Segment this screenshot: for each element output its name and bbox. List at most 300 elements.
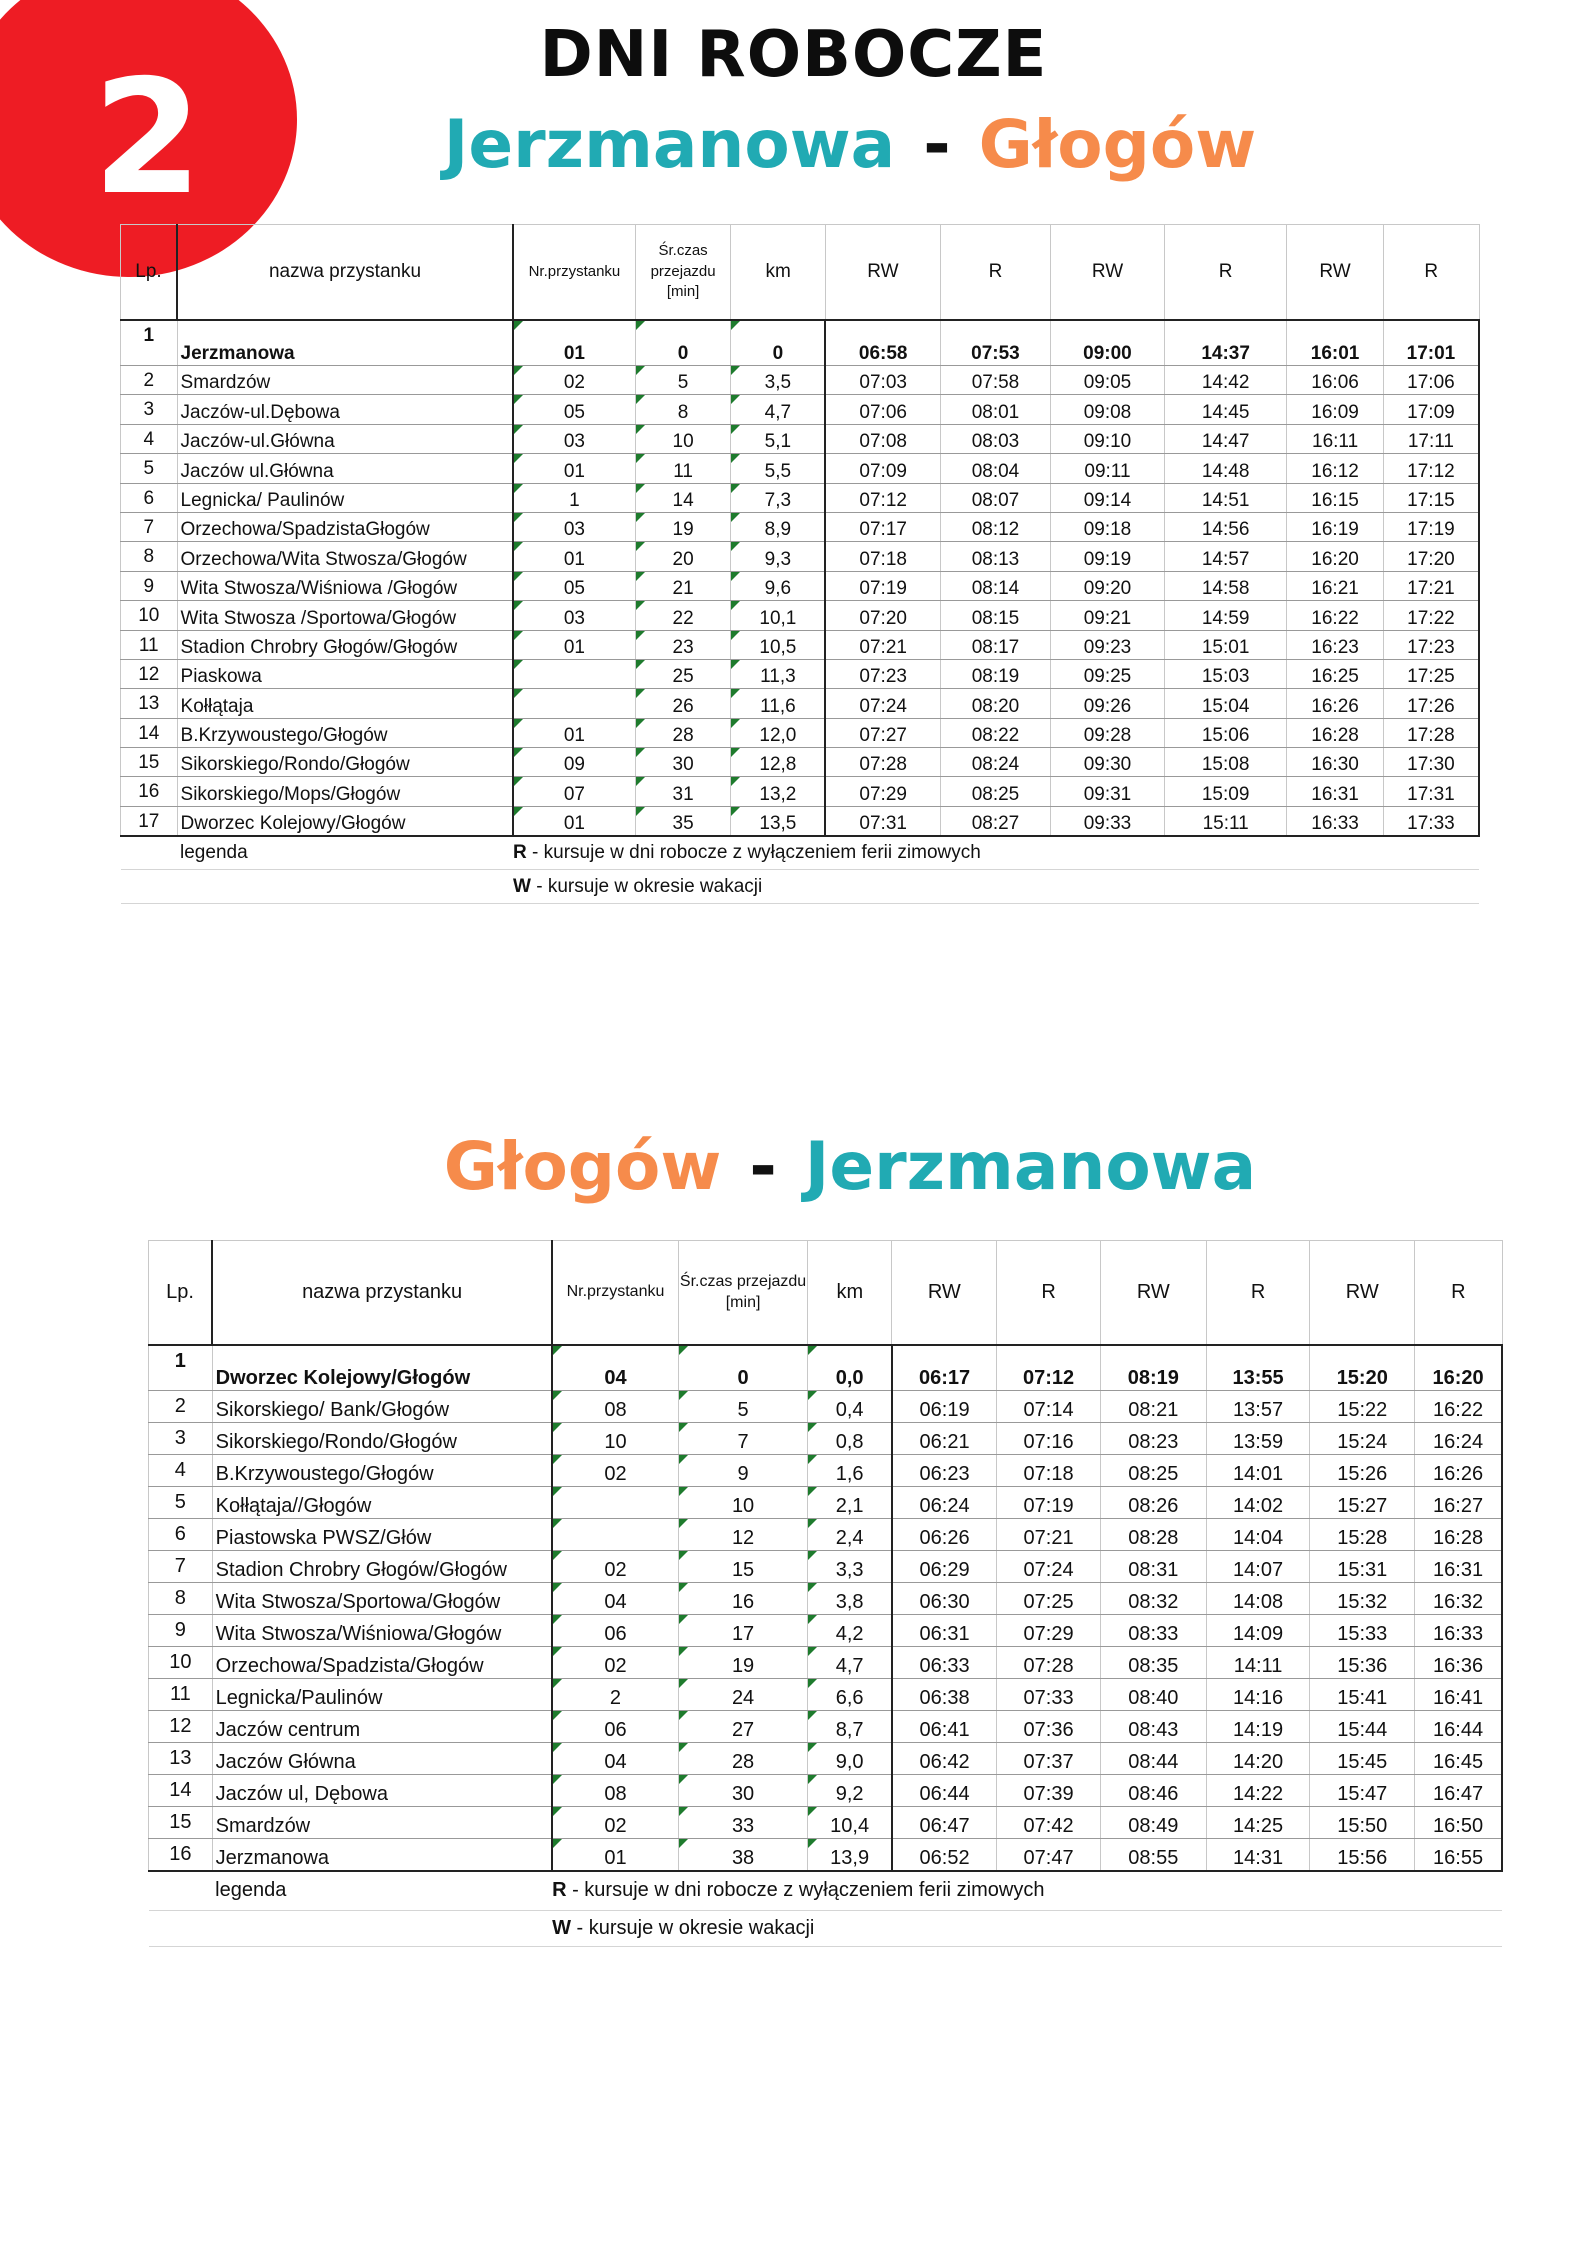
- cell-dep-3: 08:25: [1100, 1455, 1206, 1487]
- cell-lp: 9: [121, 571, 178, 600]
- cell-km: 12,8: [731, 748, 826, 777]
- cell-travel-time: 0: [678, 1345, 807, 1391]
- cell-lp: 4: [121, 424, 178, 453]
- cell-dep-3: 09:05: [1050, 366, 1164, 395]
- cell-dep-4: 15:11: [1165, 806, 1287, 835]
- cell-dep-4: 14:07: [1206, 1551, 1310, 1583]
- cell-dep-3: 09:28: [1050, 718, 1164, 747]
- cell-lp: 14: [121, 718, 178, 747]
- cell-stop-name: Wita Stwosza/Wiśniowa /Głogów: [177, 571, 513, 600]
- cell-comment-marker: [636, 542, 645, 551]
- table-row: [149, 1839, 1503, 1871]
- cell-comment-marker: [636, 366, 645, 375]
- cell-stop-name: Jaczów-ul.Główna: [177, 424, 513, 453]
- cell-travel-time: 28: [678, 1743, 807, 1775]
- cell-dep-6: 17:19: [1383, 512, 1479, 541]
- cell-comment-marker: [679, 1839, 688, 1848]
- cell-km: 13,2: [731, 777, 826, 806]
- cell-km: 10,1: [731, 601, 826, 630]
- cell-dep-6: 17:28: [1383, 718, 1479, 747]
- cell-dep-5: 15:33: [1310, 1615, 1415, 1647]
- cell-dep-1: 06:17: [892, 1345, 997, 1391]
- cell-dep-1: 07:20: [825, 601, 940, 630]
- timetable-outbound: [120, 224, 1480, 904]
- cell-dep-1: 07:06: [825, 395, 940, 424]
- cell-comment-marker: [636, 748, 645, 757]
- cell-dep-6: 16:47: [1415, 1775, 1502, 1807]
- cell-comment-marker: [514, 601, 523, 610]
- cell-dep-6: 16:28: [1415, 1519, 1502, 1551]
- cell-comment-marker: [679, 1679, 688, 1688]
- cell-travel-time: 15: [678, 1551, 807, 1583]
- cell-dep-4: 14:45: [1165, 395, 1287, 424]
- cell-dep-3: 08:44: [1100, 1743, 1206, 1775]
- table-header-row: [149, 1241, 1503, 1345]
- cell-dep-6: 17:31: [1383, 777, 1479, 806]
- cell-dep-5: 15:22: [1310, 1391, 1415, 1423]
- cell-comment-marker: [636, 660, 645, 669]
- cell-stop-name: Sikorskiego/Rondo/Głogów: [177, 748, 513, 777]
- cell-km: 3,3: [808, 1551, 892, 1583]
- cell-dep-6: 17:09: [1383, 395, 1479, 424]
- cell-dep-4: 14:02: [1206, 1487, 1310, 1519]
- cell-dep-3: 09:23: [1050, 630, 1164, 659]
- cell-travel-time: 19: [678, 1647, 807, 1679]
- cell-comment-marker: [636, 601, 645, 610]
- cell-comment-marker: [514, 395, 523, 404]
- cell-stop-name: Sikorskiego/ Bank/Głogów: [212, 1391, 552, 1423]
- table-row: [149, 1487, 1503, 1519]
- route-from: Jerzmanowa: [443, 106, 896, 183]
- timetable-return: [148, 1240, 1503, 1947]
- header-col-2: R: [997, 1241, 1101, 1345]
- cell-comment-marker: [514, 542, 523, 551]
- header-travel-time: Śr.czas przejazdu [min]: [678, 1241, 807, 1345]
- cell-stop-number: 02: [552, 1807, 678, 1839]
- cell-stop-name: Jaczów ul, Dębowa: [212, 1775, 552, 1807]
- cell-travel-time: 24: [678, 1679, 807, 1711]
- cell-dep-6: 16:27: [1415, 1487, 1502, 1519]
- cell-travel-time: 28: [635, 718, 731, 747]
- cell-dep-6: 17:23: [1383, 630, 1479, 659]
- cell-travel-time: 33: [678, 1807, 807, 1839]
- cell-dep-6: 17:21: [1383, 571, 1479, 600]
- cell-dep-6: 16:55: [1415, 1839, 1502, 1871]
- cell-comment-marker: [731, 748, 740, 757]
- cell-stop-number: 01: [513, 454, 635, 483]
- cell-dep-1: 07:09: [825, 454, 940, 483]
- legend-row-r: [121, 836, 1480, 870]
- cell-dep-1: 06:30: [892, 1583, 997, 1615]
- cell-km: 13,5: [731, 806, 826, 835]
- cell-dep-6: 16:22: [1415, 1391, 1502, 1423]
- cell-comment-marker: [679, 1519, 688, 1528]
- table-row: [149, 1345, 1503, 1391]
- cell-dep-6: 17:22: [1383, 601, 1479, 630]
- cell-comment-marker: [514, 689, 523, 698]
- cell-dep-3: 08:31: [1100, 1551, 1206, 1583]
- cell-stop-name: Jaczów ul.Główna: [177, 454, 513, 483]
- header-col-4: R: [1165, 225, 1287, 320]
- cell-stop-number: 10: [552, 1423, 678, 1455]
- table-row: [149, 1615, 1503, 1647]
- cell-dep-1: 06:21: [892, 1423, 997, 1455]
- cell-dep-2: 08:22: [940, 718, 1050, 747]
- legend-w: [513, 870, 1479, 904]
- cell-km: 6,6: [808, 1679, 892, 1711]
- cell-dep-2: 08:01: [940, 395, 1050, 424]
- cell-comment-marker: [514, 807, 523, 816]
- cell-stop-name: Stadion Chrobry Głogów/Głogów: [177, 630, 513, 659]
- cell-comment-marker: [553, 1519, 562, 1528]
- legend-r: [552, 1871, 1502, 1911]
- cell-stop-name: Wita Stwosza/Wiśniowa/Głogów: [212, 1615, 552, 1647]
- table-row: [149, 1647, 1503, 1679]
- cell-stop-name: Sikorskiego/Rondo/Głogów: [212, 1423, 552, 1455]
- cell-stop-number: 05: [513, 571, 635, 600]
- header-col-6: R: [1415, 1241, 1502, 1345]
- cell-lp: 5: [121, 454, 178, 483]
- cell-travel-time: 8: [635, 395, 731, 424]
- cell-comment-marker: [553, 1679, 562, 1688]
- cell-comment-marker: [679, 1455, 688, 1464]
- cell-comment-marker: [514, 660, 523, 669]
- cell-stop-name: Smardzów: [212, 1807, 552, 1839]
- cell-comment-marker: [636, 631, 645, 640]
- cell-comment-marker: [731, 572, 740, 581]
- legend-label: legenda: [212, 1871, 552, 1911]
- legend-r-text: - kursuje w dni robocze z wyłączeniem ferii zimowych: [526, 842, 981, 863]
- cell-dep-5: 15:32: [1310, 1583, 1415, 1615]
- table-header-row: [121, 225, 1480, 320]
- cell-lp: 8: [149, 1583, 213, 1615]
- header-travel-time: Śr.czas przejazdu [min]: [635, 225, 731, 320]
- cell-dep-3: 08:33: [1100, 1615, 1206, 1647]
- cell-dep-6: 17:30: [1383, 748, 1479, 777]
- table-row: [121, 718, 1480, 747]
- cell-comment-marker: [808, 1647, 817, 1656]
- cell-comment-marker: [808, 1487, 817, 1496]
- cell-dep-1: 07:28: [825, 748, 940, 777]
- cell-dep-1: 06:26: [892, 1519, 997, 1551]
- cell-travel-time: 0: [635, 320, 731, 366]
- cell-comment-marker: [514, 572, 523, 581]
- cell-comment-marker: [514, 748, 523, 757]
- cell-stop-number: 1: [513, 483, 635, 512]
- cell-comment-marker: [636, 719, 645, 728]
- cell-comment-marker: [679, 1423, 688, 1432]
- table-row: [121, 689, 1480, 718]
- cell-lp: 7: [149, 1551, 213, 1583]
- cell-travel-time: 9: [678, 1455, 807, 1487]
- cell-dep-4: 15:09: [1165, 777, 1287, 806]
- cell-comment-marker: [553, 1346, 562, 1355]
- cell-dep-1: 06:24: [892, 1487, 997, 1519]
- table-row: [121, 320, 1480, 366]
- cell-dep-3: 09:10: [1050, 424, 1164, 453]
- cell-dep-5: 15:36: [1310, 1647, 1415, 1679]
- header-col-1: RW: [892, 1241, 997, 1345]
- cell-travel-time: 20: [635, 542, 731, 571]
- cell-dep-4: 15:08: [1165, 748, 1287, 777]
- cell-stop-name: Wita Stwosza /Sportowa/Głogów: [177, 601, 513, 630]
- cell-dep-6: 17:11: [1383, 424, 1479, 453]
- cell-travel-time: 31: [635, 777, 731, 806]
- cell-comment-marker: [636, 572, 645, 581]
- cell-lp: 14: [149, 1775, 213, 1807]
- cell-stop-name: Jerzmanowa: [177, 320, 513, 366]
- cell-dep-4: 15:03: [1165, 659, 1287, 688]
- cell-dep-3: 08:23: [1100, 1423, 1206, 1455]
- cell-lp: 3: [149, 1423, 213, 1455]
- cell-lp: 16: [149, 1839, 213, 1871]
- header-km: km: [808, 1241, 892, 1345]
- header-col-6: R: [1383, 225, 1479, 320]
- cell-dep-5: 16:25: [1287, 659, 1384, 688]
- header-km: km: [731, 225, 826, 320]
- cell-stop-number: [513, 689, 635, 718]
- cell-stop-number: 03: [513, 424, 635, 453]
- cell-stop-number: 04: [552, 1345, 678, 1391]
- cell-comment-marker: [731, 513, 740, 522]
- cell-dep-6: 16:31: [1415, 1551, 1502, 1583]
- cell-dep-5: 16:22: [1287, 601, 1384, 630]
- header-stop-name: nazwa przystanku: [177, 225, 513, 320]
- cell-travel-time: 38: [678, 1839, 807, 1871]
- table-row: [121, 424, 1480, 453]
- cell-comment-marker: [514, 484, 523, 493]
- cell-comment-marker: [636, 321, 645, 330]
- cell-km: 4,7: [808, 1647, 892, 1679]
- cell-comment-marker: [731, 807, 740, 816]
- legend-r-key: R: [552, 1879, 567, 1902]
- cell-dep-1: 06:38: [892, 1679, 997, 1711]
- cell-km: 8,7: [808, 1711, 892, 1743]
- cell-dep-5: 16:12: [1287, 454, 1384, 483]
- cell-travel-time: 35: [635, 806, 731, 835]
- legend-label: legenda: [177, 836, 513, 870]
- cell-stop-number: 02: [513, 366, 635, 395]
- cell-comment-marker: [731, 484, 740, 493]
- cell-dep-4: 14:04: [1206, 1519, 1310, 1551]
- cell-dep-5: 16:11: [1287, 424, 1384, 453]
- cell-travel-time: 12: [678, 1519, 807, 1551]
- cell-travel-time: 16: [678, 1583, 807, 1615]
- cell-comment-marker: [808, 1346, 817, 1355]
- route-title-outbound: [0, 106, 1587, 183]
- cell-dep-2: 08:12: [940, 512, 1050, 541]
- cell-dep-2: 07:36: [997, 1711, 1101, 1743]
- header-col-1: RW: [825, 225, 940, 320]
- cell-comment-marker: [808, 1679, 817, 1688]
- table-row: [149, 1711, 1503, 1743]
- cell-stop-number: 02: [552, 1551, 678, 1583]
- cell-dep-3: 09:30: [1050, 748, 1164, 777]
- header-lp: Lp.: [149, 1241, 213, 1345]
- cell-travel-time: 5: [678, 1391, 807, 1423]
- cell-dep-2: 07:12: [997, 1345, 1101, 1391]
- cell-dep-5: 15:26: [1310, 1455, 1415, 1487]
- cell-lp: 15: [121, 748, 178, 777]
- table-row: [121, 571, 1480, 600]
- cell-stop-name: Jerzmanowa: [212, 1839, 552, 1871]
- cell-travel-time: 5: [635, 366, 731, 395]
- cell-stop-name: Sikorskiego/Mops/Głogów: [177, 777, 513, 806]
- cell-comment-marker: [679, 1711, 688, 1720]
- cell-dep-1: 07:31: [825, 806, 940, 835]
- cell-dep-4: 14:09: [1206, 1615, 1310, 1647]
- cell-dep-5: 15:31: [1310, 1551, 1415, 1583]
- cell-comment-marker: [808, 1743, 817, 1752]
- cell-comment-marker: [731, 719, 740, 728]
- cell-km: 13,9: [808, 1839, 892, 1871]
- cell-lp: 2: [149, 1391, 213, 1423]
- cell-dep-1: 07:03: [825, 366, 940, 395]
- cell-stop-name: B.Krzywoustego/Głogów: [177, 718, 513, 747]
- header-col-3: RW: [1100, 1241, 1206, 1345]
- cell-lp: 16: [121, 777, 178, 806]
- cell-comment-marker: [636, 395, 645, 404]
- cell-lp: 11: [121, 630, 178, 659]
- cell-dep-1: 06:58: [825, 320, 940, 366]
- cell-stop-number: 01: [513, 718, 635, 747]
- cell-stop-number: 09: [513, 748, 635, 777]
- cell-dep-6: 16:24: [1415, 1423, 1502, 1455]
- cell-comment-marker: [636, 777, 645, 786]
- cell-stop-number: [552, 1487, 678, 1519]
- table-row: [121, 659, 1480, 688]
- cell-comment-marker: [808, 1583, 817, 1592]
- cell-comment-marker: [514, 777, 523, 786]
- cell-lp: 1: [149, 1345, 213, 1391]
- legend-w-key: W: [552, 1917, 571, 1939]
- cell-km: 0,4: [808, 1391, 892, 1423]
- cell-dep-3: 09:08: [1050, 395, 1164, 424]
- cell-dep-4: 15:04: [1165, 689, 1287, 718]
- cell-dep-4: 14:37: [1165, 320, 1287, 366]
- cell-lp: 5: [149, 1487, 213, 1519]
- header-col-2: R: [940, 225, 1050, 320]
- cell-dep-2: 07:25: [997, 1583, 1101, 1615]
- cell-dep-6: 17:01: [1383, 320, 1479, 366]
- cell-comment-marker: [731, 777, 740, 786]
- cell-comment-marker: [808, 1775, 817, 1784]
- cell-lp: 3: [121, 395, 178, 424]
- cell-stop-name: Orzechowa/Spadzista/Głogów: [212, 1647, 552, 1679]
- cell-comment-marker: [731, 395, 740, 404]
- cell-comment-marker: [514, 719, 523, 728]
- cell-travel-time: 11: [635, 454, 731, 483]
- legend-w-text: - kursuje w okresie wakacji: [570, 1917, 815, 1939]
- cell-dep-2: 07:53: [940, 320, 1050, 366]
- cell-dep-3: 08:19: [1100, 1345, 1206, 1391]
- header-col-4: R: [1206, 1241, 1310, 1345]
- cell-dep-3: 09:31: [1050, 777, 1164, 806]
- cell-dep-5: 16:06: [1287, 366, 1384, 395]
- cell-comment-marker: [679, 1391, 688, 1400]
- cell-dep-6: 17:12: [1383, 454, 1479, 483]
- cell-comment-marker: [731, 454, 740, 463]
- cell-dep-3: 09:19: [1050, 542, 1164, 571]
- cell-dep-1: 06:41: [892, 1711, 997, 1743]
- cell-comment-marker: [553, 1487, 562, 1496]
- cell-comment-marker: [808, 1551, 817, 1560]
- cell-km: 3,5: [731, 366, 826, 395]
- cell-comment-marker: [679, 1346, 688, 1355]
- cell-dep-4: 13:59: [1206, 1423, 1310, 1455]
- cell-dep-5: 15:41: [1310, 1679, 1415, 1711]
- cell-travel-time: 26: [635, 689, 731, 718]
- table-row: [121, 395, 1480, 424]
- cell-travel-time: 17: [678, 1615, 807, 1647]
- cell-dep-6: 16:32: [1415, 1583, 1502, 1615]
- table-row: [149, 1423, 1503, 1455]
- cell-dep-4: 14:19: [1206, 1711, 1310, 1743]
- cell-travel-time: 22: [635, 601, 731, 630]
- cell-dep-5: 15:44: [1310, 1711, 1415, 1743]
- cell-dep-2: 07:14: [997, 1391, 1101, 1423]
- cell-dep-4: 15:01: [1165, 630, 1287, 659]
- cell-dep-2: 08:13: [940, 542, 1050, 571]
- cell-comment-marker: [553, 1807, 562, 1816]
- cell-dep-2: 08:25: [940, 777, 1050, 806]
- cell-dep-3: 09:20: [1050, 571, 1164, 600]
- cell-comment-marker: [514, 454, 523, 463]
- cell-dep-4: 14:58: [1165, 571, 1287, 600]
- cell-dep-4: 14:20: [1206, 1743, 1310, 1775]
- cell-dep-3: 08:43: [1100, 1711, 1206, 1743]
- route-to: Jerzmanowa: [804, 1128, 1257, 1205]
- cell-stop-number: 02: [552, 1455, 678, 1487]
- header-stop-number: Nr.przystanku: [552, 1241, 678, 1345]
- cell-dep-5: 16:20: [1287, 542, 1384, 571]
- cell-dep-5: 15:45: [1310, 1743, 1415, 1775]
- cell-lp: 12: [121, 659, 178, 688]
- cell-comment-marker: [553, 1455, 562, 1464]
- cell-dep-6: 17:20: [1383, 542, 1479, 571]
- cell-km: 3,8: [808, 1583, 892, 1615]
- cell-dep-2: 07:29: [997, 1615, 1101, 1647]
- cell-lp: 12: [149, 1711, 213, 1743]
- cell-lp: 6: [121, 483, 178, 512]
- cell-comment-marker: [636, 454, 645, 463]
- cell-comment-marker: [636, 484, 645, 493]
- cell-stop-name: Stadion Chrobry Głogów/Głogów: [212, 1551, 552, 1583]
- cell-stop-name: Smardzów: [177, 366, 513, 395]
- legend-w-text: - kursuje w okresie wakacji: [530, 875, 763, 897]
- table-row: [121, 366, 1480, 395]
- cell-km: 9,3: [731, 542, 826, 571]
- cell-travel-time: 27: [678, 1711, 807, 1743]
- cell-comment-marker: [808, 1455, 817, 1464]
- table-row: [121, 542, 1480, 571]
- cell-dep-2: 08:19: [940, 659, 1050, 688]
- cell-dep-2: 08:27: [940, 806, 1050, 835]
- cell-dep-6: 17:26: [1383, 689, 1479, 718]
- cell-stop-number: 01: [513, 806, 635, 835]
- cell-dep-1: 07:18: [825, 542, 940, 571]
- route-from: Głogów: [443, 1128, 722, 1205]
- route-separator: -: [749, 1128, 777, 1205]
- cell-dep-4: 14:48: [1165, 454, 1287, 483]
- route-to: Głogów: [978, 106, 1257, 183]
- cell-dep-5: 16:21: [1287, 571, 1384, 600]
- table-row: [121, 777, 1480, 806]
- cell-dep-1: 06:29: [892, 1551, 997, 1583]
- legend-row-r: [149, 1871, 1503, 1911]
- cell-dep-4: 14:47: [1165, 424, 1287, 453]
- cell-dep-5: 15:56: [1310, 1839, 1415, 1871]
